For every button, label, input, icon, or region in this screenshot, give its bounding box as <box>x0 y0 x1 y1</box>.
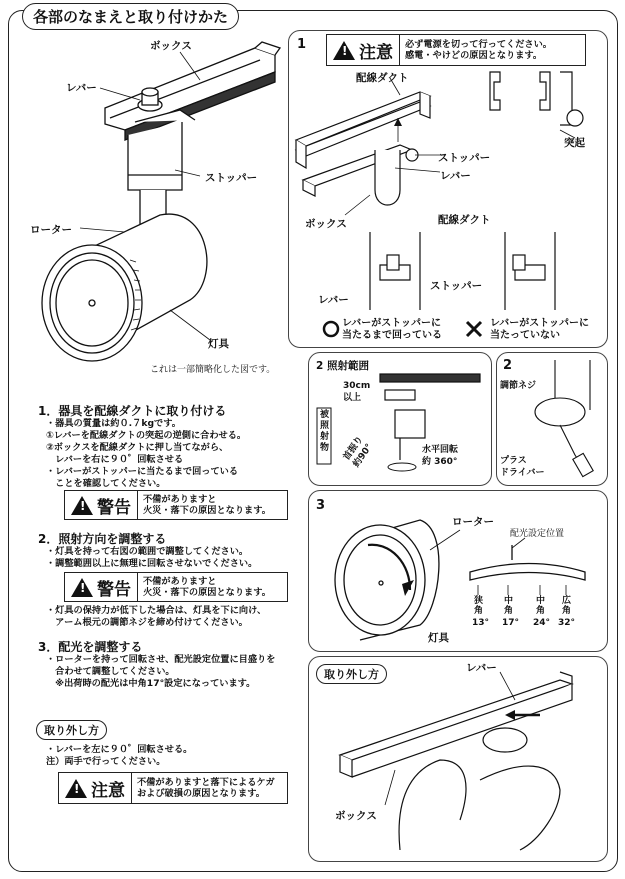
caution-text: 必ず電源を切って行ってください。 感電・やけどの原因となります。 <box>405 39 552 61</box>
section1-title: 1．器具を配線ダクトに取り付ける <box>38 404 227 418</box>
caution-label: 注意 <box>359 42 393 63</box>
label-box: ボックス <box>150 40 192 52</box>
caution-label: 注意 <box>91 780 125 801</box>
label-box-1: ボックス <box>305 218 347 230</box>
label-stopper: ストッパー <box>205 172 258 184</box>
angle-deg: 13° <box>472 618 490 628</box>
label-fixture-3: 灯具 <box>428 632 449 644</box>
label-protrusion: 突起 <box>564 137 585 149</box>
section3-title: 3．配光を調整する <box>38 640 143 654</box>
label-position: 配光設定位置 <box>510 529 565 539</box>
angle-name: 中 角 <box>536 596 546 616</box>
removal-body: ・レバーを左に９０゜回転させる。 注）両手で行ってください。 <box>46 744 193 767</box>
warning-text: 不備がありますと 火災・落下の原因となります。 <box>143 576 271 598</box>
caution-text: 不備がありますと落下によるケガ および破損の原因となります。 <box>137 777 275 799</box>
label-driver: プラス ドライバー <box>500 456 545 478</box>
warning-triangle-icon <box>71 496 93 515</box>
removal-title: 取り外し方 <box>36 720 107 740</box>
angle-deg: 24° <box>533 618 551 628</box>
step1-number: 1 <box>297 37 307 52</box>
step2-range-title: 2 照射範囲 <box>316 360 369 372</box>
angle-name: 狭 角 <box>474 596 484 616</box>
section1-body: ・器具の質量は約０.７kgです。 ①レバーを配線ダクトの突起の逆側に合わせる。 ②ボックスを配線ダクトに押し当てながら、 レバーを右に９０゜回転させる ・レバーがストッパーに当たるまで回っている ことを確認してください。 <box>46 418 247 489</box>
step2b-number: 2 <box>503 358 513 373</box>
warning-label: 警告 <box>97 579 131 600</box>
warning-triangle-icon <box>71 578 93 597</box>
angle-name: 広 角 <box>562 596 572 616</box>
warning-1 <box>64 490 288 520</box>
label-box-removal: ボックス <box>335 810 377 822</box>
range-vertical: 首振り 約90° <box>341 434 375 470</box>
section3-body: ・ローターを持って回転させ、配光設定位置に目盛りを 合わせて調整してください。 ※出荷時の配光は中角17°設定になっています。 <box>46 654 276 689</box>
angle-deg: 17° <box>502 618 520 628</box>
section2-title: 2．照射方向を調整する <box>38 532 167 546</box>
label-lever-2: レバー <box>318 294 349 306</box>
warning-triangle-icon <box>65 779 87 798</box>
warning-text: 不備がありますと 火災・落下の原因となります。 <box>143 494 271 516</box>
ok-text: レバーがストッパーに 当たるまで回っている <box>342 318 442 341</box>
section2-body: ・灯具を持って右図の範囲で調整してください。 ・調整範囲以上に無理に回転させないでください。 <box>46 546 258 569</box>
angle-name: 中 角 <box>504 596 514 616</box>
label-lever-1: レバー <box>440 170 471 182</box>
label-lever: レバー <box>66 82 97 94</box>
label-fixture: 灯具 <box>208 338 229 350</box>
range-distance: 30cm 以上 <box>343 381 371 403</box>
label-rotor-3: ローター <box>452 516 494 528</box>
warning-label: 警告 <box>97 497 131 518</box>
removal-panel-title: 取り外し方 <box>316 664 387 684</box>
range-horizontal: 水平回転 約 360° <box>422 445 459 467</box>
range-object: 被 照 射 物 <box>320 410 330 453</box>
removal-caution <box>58 772 288 804</box>
step3-number: 3 <box>316 498 326 513</box>
warning-2 <box>64 572 288 602</box>
label-stopper-2: ストッパー <box>430 280 483 292</box>
diagram-note: これは一部簡略化した図です。 <box>150 365 276 375</box>
section2-body2: ・灯具の保持力が低下した場合は、灯具を下に向け、 アーム根元の調節ネジを締め付けてください。 <box>46 605 267 628</box>
label-duct-2: 配線ダクト <box>438 214 491 226</box>
label-lever-removal: レバー <box>466 662 497 674</box>
angle-deg: 32° <box>558 618 576 628</box>
ng-text: レバーがストッパーに 当たっていない <box>490 318 589 341</box>
label-screw: 調節ネジ <box>500 381 537 391</box>
label-stopper-1: ストッパー <box>438 152 491 164</box>
label-duct: 配線ダクト <box>356 72 409 84</box>
page-title: 各部のなまえと取り付けかた <box>22 3 239 30</box>
label-rotor: ローター <box>30 224 72 236</box>
